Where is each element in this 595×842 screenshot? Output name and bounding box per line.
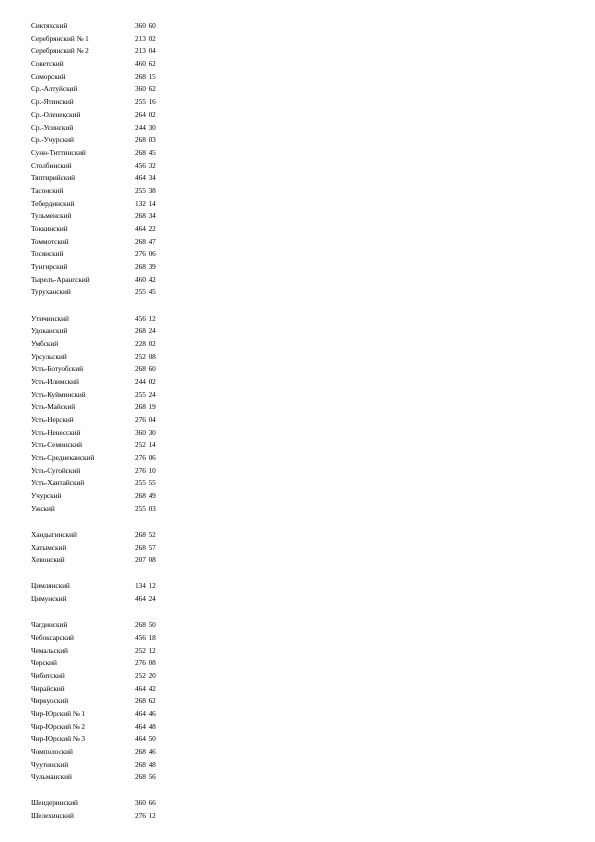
item-code: 268 60 [135,364,156,374]
item-code: 268 48 [135,759,156,769]
item-code: 360 66 [135,798,156,808]
item-code: 264 02 [135,109,156,119]
item-name: Тульменский [31,211,72,221]
list-item [31,286,591,299]
list-item [31,71,591,84]
document-page [31,20,591,836]
item-code: 134 12 [135,581,156,591]
item-code: 252 20 [135,670,156,680]
item-code: 213 04 [135,46,156,56]
item-name: Ср.-Усинский [31,122,74,132]
item-name: Цимлянский [31,581,70,591]
item-name: Сунн-Титтинский [31,147,86,157]
list-group [31,797,591,822]
item-code: 464 48 [135,721,156,731]
item-name: Усть-Хантайский [31,478,85,488]
item-code: 360 30 [135,427,156,437]
item-name: Тебердинский [31,198,75,208]
item-code: 255 55 [135,478,156,488]
item-name: Усть-Нерский [31,415,74,425]
item-name: Тосянский [31,249,64,259]
list-item [31,134,591,147]
item-name: Усть-Ненесский [31,427,81,437]
list-item [31,223,591,236]
list-item [31,172,591,185]
item-name: Советский [31,59,64,69]
list-item [31,670,591,683]
item-code: 268 45 [135,147,156,157]
list-item [31,503,591,516]
item-name: Чуутинский [31,759,69,769]
item-name: Чомполоский [31,747,73,756]
item-name: Шелехинский [31,811,74,821]
item-name: Ср.-Алтуйский [31,84,78,94]
item-code: 268 03 [135,135,156,145]
item-name: Соморский [31,71,66,81]
item-code: 268 62 [135,696,156,706]
item-name: Чульманский [31,772,72,782]
list-item [31,477,591,490]
list-item [31,109,591,122]
item-name: Чирайский [31,683,65,693]
item-code: 276 06 [135,453,156,463]
item-name: Хандыгинский [31,529,77,539]
item-code: 268 34 [135,211,156,221]
item-name: Черский [31,658,57,668]
list-group [31,20,591,299]
list-item [31,619,591,632]
list-item [31,733,591,746]
list-item [31,771,591,784]
item-name: Чир-Юрский № 2 [31,721,86,731]
list-item [31,45,591,58]
item-code: 213 02 [135,33,156,43]
list-item [31,554,591,567]
list-item [31,363,591,376]
item-code: 464 22 [135,224,156,233]
item-name: Ср.-Учурский [31,135,74,145]
item-name: Сиктяхский [31,21,68,30]
list-item [31,376,591,389]
item-code: 276 12 [135,811,156,821]
list-item [31,248,591,261]
item-code: 252 14 [135,440,156,450]
item-code: 464 24 [135,594,156,604]
item-name: Ужский [31,503,55,513]
item-name: Тунгирский [31,262,68,272]
item-code: 460 62 [135,59,156,69]
item-code: 456 32 [135,160,156,170]
list-item [31,708,591,721]
list-group [31,580,591,605]
item-name: Томмотский [31,236,69,246]
item-name: Чибитский [31,670,65,680]
item-code: 268 56 [135,772,156,782]
list-item [31,274,591,287]
item-code: 268 39 [135,262,156,272]
list-group [31,529,591,567]
list-item [31,529,591,542]
item-code: 268 57 [135,542,156,552]
list-item [31,810,591,823]
list-item [31,593,591,606]
item-name: Туруханский [31,287,71,297]
item-name: Усть-Семинский [31,440,82,450]
item-name: Цимунский [31,594,67,604]
item-code: 268 19 [135,402,156,412]
item-code: 244 30 [135,122,156,132]
item-name: Утичинский [31,313,69,323]
list-item [31,313,591,326]
item-code: 276 10 [135,465,156,475]
item-code: 132 14 [135,198,156,208]
list-item [31,657,591,670]
item-name: Учурский [31,491,62,501]
item-name: Столбинский [31,160,72,170]
list-item [31,96,591,109]
item-name: Чир-Юрский № 1 [31,708,86,718]
item-code: 464 46 [135,708,156,718]
list-item [31,645,591,658]
list-item [31,351,591,364]
list-item [31,210,591,223]
item-name: Чемальский [31,645,68,655]
item-code: 276 08 [135,658,156,668]
item-name: Усть-Илимский [31,376,79,386]
list-group [31,619,591,784]
list-group [31,313,591,516]
item-name: Чагдинский [31,620,68,630]
item-name: Усть-Сугойский [31,465,81,475]
list-item [31,580,591,593]
item-name: Ср.-Ятинский [31,97,74,107]
item-code: 255 03 [135,503,156,513]
list-item [31,759,591,772]
list-item [31,721,591,734]
item-code: 268 24 [135,326,156,336]
item-code: 464 34 [135,173,156,183]
item-name: Чир-Юрский № 3 [31,734,86,744]
item-name: Урсульский [31,351,67,361]
list-item [31,490,591,503]
item-name: Шендеринский [31,798,78,808]
list-item [31,542,591,555]
list-item [31,198,591,211]
item-code: 252 08 [135,351,156,361]
list-item [31,683,591,696]
item-code: 255 16 [135,97,156,107]
list-item [31,414,591,427]
item-code: 456 12 [135,313,156,323]
item-code: 255 24 [135,389,156,399]
item-code: 207 08 [135,555,156,565]
item-code: 244 02 [135,376,156,386]
list-item [31,338,591,351]
item-name: Усть-Среднеканский [31,453,95,463]
item-name: Умбский [31,338,59,348]
item-name: Хатымский [31,542,67,552]
list-item [31,632,591,645]
list-item [31,58,591,71]
list-item [31,147,591,160]
list-item [31,122,591,135]
list-item [31,83,591,96]
list-item [31,33,591,46]
list-item [31,236,591,249]
item-code: 276 04 [135,415,156,425]
item-code: 268 52 [135,529,156,539]
list-item [31,695,591,708]
item-code: 228 02 [135,338,156,348]
item-name: Удоканский [31,326,68,336]
list-item [31,261,591,274]
item-name: Серебрянский № 1 [31,33,89,43]
list-item [31,427,591,440]
item-name: Хевонский [31,555,65,565]
item-code: 268 49 [135,491,156,501]
item-code: 460 42 [135,274,156,284]
list-item [31,465,591,478]
item-code: 360 62 [135,84,156,94]
item-name: Усть-Куйминский [31,389,86,399]
list-item [31,185,591,198]
item-name: Чебоксарский [31,632,74,642]
list-item [31,452,591,465]
item-code: 268 46 [135,747,156,756]
item-code: 252 12 [135,645,156,655]
item-code: 268 47 [135,236,156,246]
item-name: Токкинский [31,224,68,233]
item-name: Ср.-Оленекский [31,109,81,119]
item-name: Чиркуоский [31,696,69,706]
list-item [31,389,591,402]
item-code: 360 60 [135,21,156,30]
item-code: 255 45 [135,287,156,297]
list-item [31,401,591,414]
list-item [31,746,591,759]
item-code: 268 50 [135,620,156,630]
item-name: Тяптирийский [31,173,75,183]
list-item [31,20,591,33]
item-code: 255 38 [135,185,156,195]
item-name: Серебрянский № 2 [31,46,89,56]
item-name: Усть-Майский [31,402,76,412]
item-code: 464 50 [135,734,156,744]
list-item [31,325,591,338]
item-code: 268 15 [135,71,156,81]
item-name: Тасонский [31,185,64,195]
item-name: Усть-Ботуобский [31,364,83,374]
list-item [31,797,591,810]
list-item [31,160,591,173]
item-name: Тырелъ-Арангский [31,274,90,284]
item-code: 456 18 [135,632,156,642]
list-item [31,439,591,452]
item-code: 464 42 [135,683,156,693]
item-code: 276 06 [135,249,156,259]
